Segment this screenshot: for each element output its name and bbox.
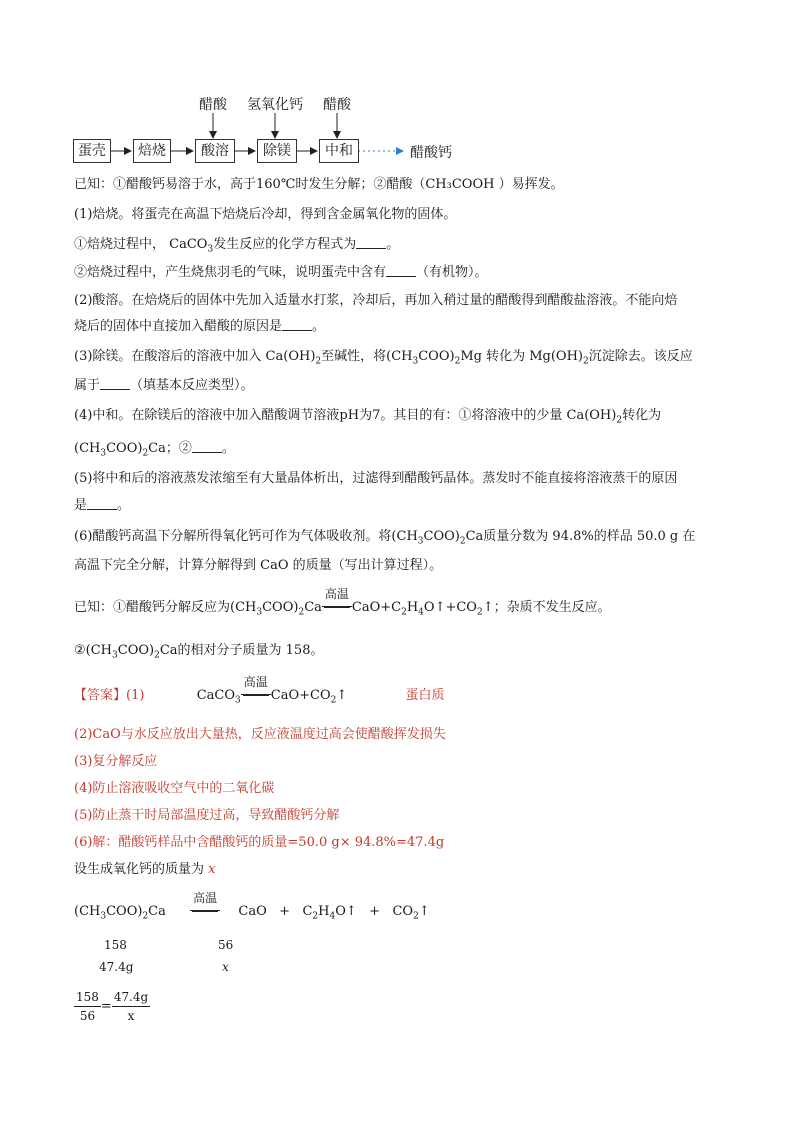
molar-mass-acetate: 158 xyxy=(104,938,127,952)
q1a-text: ①焙烧过程中， CaCO$_3$发生反应的化学方程式为 。 xyxy=(74,237,400,255)
flow-step-neutralize: 中和 xyxy=(319,139,359,163)
q5a-text: (5)将中和后的溶液蒸发浓缩至有大量晶体析出，过滤得到醋酸钙晶体。蒸发时不能直接将溶液蒸干的原因 xyxy=(74,471,678,486)
answer-4: (4)防止溶液吸收空气中的二氧化碳 xyxy=(74,781,275,796)
q6d-text: $②(CH_3COO)_2Ca$的相对分子质量为 158。 xyxy=(74,643,324,661)
input-label-calcium-hydroxide: 氢氧化钙 xyxy=(247,97,303,113)
known-conditions: 已知：①醋酸钙易溶于水，高于160℃时发生分解；②醋酸（CH₃COOH ）易挥发。 xyxy=(74,177,564,192)
q3a-text: (3)除镁。在酸溶后的溶液中加入 $Ca(OH)_2$至碱性，将$(CH_3COO)_2Mg$ 转化为 $Mg(OH)_2$沉淀除去。该反应 xyxy=(74,349,693,367)
flow-step-remove-mg: 除镁 xyxy=(257,139,297,163)
q1b-text: ②焙烧过程中，产生烧焦羽毛的气味，说明蛋壳中含有 （有机物）。 xyxy=(74,265,488,280)
q6c-text: 已知：①醋酸钙分解反应为$(CH_3COO)_2Ca$ 高温 $CaO+C_2H_4O↑+CO_2↑$；杂质不发生反应。 xyxy=(74,587,611,618)
q4b-text: $(CH_3COO)_2Ca$；② 。 xyxy=(74,441,235,459)
given-mass: 47.4g xyxy=(99,960,134,974)
input-label-acetic-acid-1: 醋酸 xyxy=(199,97,227,113)
flow-step-eggshell: 蛋壳 xyxy=(73,139,111,163)
q2a-text: (2)酸溶。在焙烧后的固体中先加入适量水打浆，冷却后，再加入稍过量的醋酸得到醋酸盐溶液。不能向焙 xyxy=(74,293,678,308)
q2b-text: 烧后的固体中直接加入醋酸的原因是 。 xyxy=(74,319,326,334)
q6b-text: 高温下完全分解，计算分解得到 CaO 的质量（写出计算过程）。 xyxy=(74,558,443,573)
q3b-text: 属于 （填基本反应类型）。 xyxy=(74,378,254,393)
flow-step-roasting: 焙烧 xyxy=(133,139,171,163)
proportion: $\frac{158}{56}$ = $\frac{47.4g}{x}$ xyxy=(76,990,149,1023)
q1-text: (1)焙烧。将蛋壳在高温下焙烧后冷却，得到含金属氧化物的固体。 xyxy=(74,207,457,222)
answer-5: (5)防止蒸干时局部温度过高，导致醋酸钙分解 xyxy=(74,808,340,823)
q6a-text: (6)醋酸钙高温下分解所得氧化钙可作为气体吸收剂。将$(CH_3COO)_2Ca$质量分数为 94.8%的样品 50.0 g 在 xyxy=(74,529,696,547)
answer-2: (2)CaO与水反应放出大量热，反应液温度过高会使醋酸挥发损失 xyxy=(74,727,446,742)
answer-6-equation: $(CH_3COO)_2Ca$ 高温 CaO + $C_2H_4O↑$ + $CO_2↑$ xyxy=(74,891,430,922)
flow-arrows xyxy=(0,0,794,180)
unknown-mass: x xyxy=(222,960,229,974)
q5b-text: 是 。 xyxy=(74,498,131,513)
input-label-acetic-acid-2: 醋酸 xyxy=(323,97,351,113)
flow-product: 醋酸钙 xyxy=(410,145,452,161)
answer-6-set-variable: 设生成氧化钙的质量为 x xyxy=(74,862,216,877)
flow-step-acid-dissolve: 酸溶 xyxy=(195,139,235,163)
answer-1: 【答案】(1) CaCO$_3$ 高温 $CaO+CO_2↑$ 蛋白质 xyxy=(74,675,445,706)
molar-mass-cao: 56 xyxy=(218,938,234,952)
answer-3: (3)复分解反应 xyxy=(74,754,158,769)
answer-6: (6)解：醋酸钙样品中含醋酸钙的质量=50.0 g× 94.8%=47.4g xyxy=(74,835,445,850)
q4a-text: (4)中和。在除镁后的溶液中加入醋酸调节溶液pH为7。其目的有：①将溶液中的少量 $Ca(OH)_2$转化为 xyxy=(74,408,662,426)
